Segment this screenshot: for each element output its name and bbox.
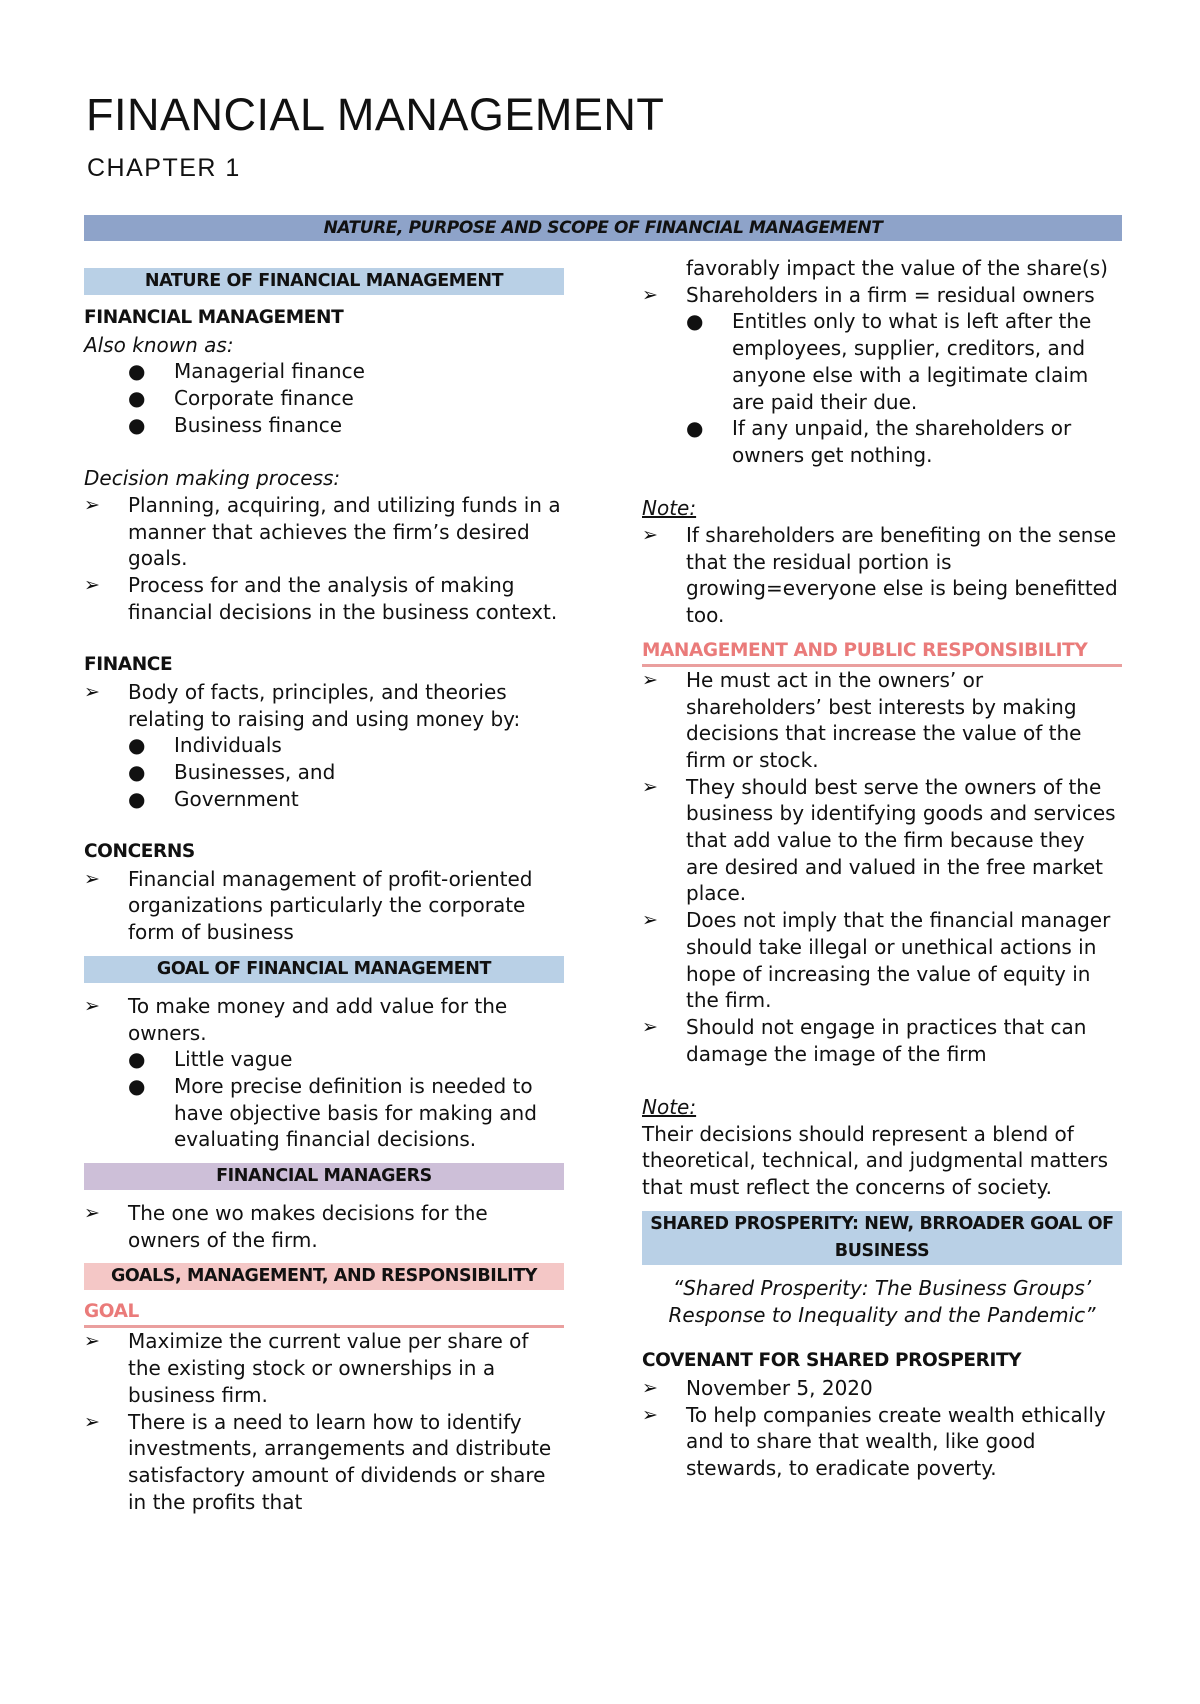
arrow-icon: ➢ <box>84 867 100 890</box>
arrow-icon: ➢ <box>642 283 658 306</box>
bullet-icon: ● <box>128 386 146 411</box>
aka-label: Also known as: <box>84 332 234 357</box>
list-item: ➢ Does not imply that the financial manager should take illegal or unethical actions in hope of increasing the value of equity in the firm. <box>642 908 1111 1013</box>
list-item: ➢ He must act in the owners’ or shareholders’ best interests by making decisions that increase the value of the firm or stock. <box>642 667 1082 772</box>
fm-label: FINANCIAL MANAGEMENT <box>84 307 344 328</box>
gmr-heading: GOALS, MANAGEMENT, AND RESPONSIBILITY <box>84 1263 564 1290</box>
list-item: ➢ There is a need to learn how to identify investments, arrangements and distribute satisfactory amount of dividends or share in the profits that <box>84 1409 552 1514</box>
arrow-icon: ➢ <box>84 994 100 1017</box>
shared-heading: SHARED PROSPERITY: NEW, BRROADER GOAL OF BUSINESS <box>642 1211 1122 1265</box>
arrow-icon: ➢ <box>642 775 658 798</box>
arrow-icon: ➢ <box>642 909 658 932</box>
chapter-label: CHAPTER 1 <box>87 154 241 182</box>
covenant-label: COVENANT FOR SHARED PROSPERITY <box>642 1350 1022 1372</box>
bullet-icon: ● <box>128 786 146 811</box>
concerns-label: CONCERNS <box>84 841 195 863</box>
arrow-icon: ➢ <box>642 668 658 691</box>
left-column <box>84 268 564 1515</box>
bullet-icon: ● <box>128 412 146 437</box>
list-item: ● Little vague <box>128 1047 293 1072</box>
note-label: Note: <box>642 1095 697 1120</box>
list-item: ● Entitles only to what is left after the employees, supplier, creditors, and anyone else with a legitimate claim are paid their due. <box>686 309 1092 414</box>
list-item: ➢ Process for and the analysis of making financial decisions in the business context. <box>84 573 558 624</box>
bullet-icon: ● <box>128 733 146 758</box>
note-label: Note: <box>642 496 697 521</box>
list-item: ● Individuals <box>128 733 282 758</box>
shared-quote: “Shared Prosperity: The Business Groups’ Response to Inequality and the Pandemic” <box>668 1275 1096 1327</box>
arrow-icon: ➢ <box>84 1202 100 1225</box>
arrow-icon: ➢ <box>84 680 100 703</box>
arrow-icon: ➢ <box>642 1403 658 1426</box>
goal-heading: GOAL OF FINANCIAL MANAGEMENT <box>84 956 564 983</box>
list-item: ➢ To make money and add value for the owners. <box>84 993 508 1045</box>
list-item: ● If any unpaid, the shareholders or owners get nothing. <box>686 416 1072 467</box>
managers-heading: FINANCIAL MANAGERS <box>84 1163 564 1190</box>
list-item: ➢ Body of facts, principles, and theories relating to raising and using money by: <box>84 679 521 731</box>
list-item: ● Business finance <box>128 412 343 437</box>
section-banner: NATURE, PURPOSE AND SCOPE OF FINANCIAL MANAGEMENT <box>84 215 1122 241</box>
list-item: ➢ Maximize the current value per share of the existing stock or ownerships in a business firm. <box>84 1329 529 1407</box>
bullet-icon: ● <box>686 416 704 441</box>
list-item: ● Businesses, and <box>128 759 336 784</box>
finance-label: FINANCE <box>84 654 173 676</box>
arrow-icon: ➢ <box>84 1330 100 1353</box>
bullet-icon: ● <box>128 759 146 784</box>
note-text: Their decisions should represent a blend of theoretical, technical, and judgmental matters that must reflect the concerns of society. <box>642 1121 1109 1200</box>
list-item: ➢ To help companies create wealth ethically and to share that wealth, like good stewards, to eradicate poverty. <box>642 1402 1106 1481</box>
goal-subheading: GOAL <box>84 1300 564 1328</box>
arrow-icon: ➢ <box>642 1376 658 1399</box>
right-column <box>642 255 1122 1482</box>
list-item: ➢ Planning, acquiring, and utilizing funds in a manner that achieves the firm’s desired goals. <box>84 492 561 571</box>
list-item: ➢ Should not engage in practices that can damage the image of the firm <box>642 1014 1087 1066</box>
arrow-icon: ➢ <box>84 493 100 516</box>
bullet-icon: ● <box>128 359 146 384</box>
list-item: ➢ Shareholders in a firm = residual owners <box>642 282 1095 307</box>
list-item: ➢ If shareholders are benefiting on the sense that the residual portion is growing=everyone else is being benefitted too. <box>642 523 1118 628</box>
bullet-icon: ● <box>128 1073 146 1098</box>
list-item: ➢ They should best serve the owners of the business by identifying goods and services that add value to the firm because they are desired and valued in the free market place. <box>642 774 1116 906</box>
arrow-icon: ➢ <box>642 1015 658 1038</box>
list-item: ● Government <box>128 786 299 811</box>
arrow-icon: ➢ <box>84 574 100 597</box>
list-item: ● Managerial finance <box>128 359 365 384</box>
bullet-icon: ● <box>128 1047 146 1072</box>
decision-label: Decision making process: <box>84 466 341 491</box>
list-item: ● Corporate finance <box>128 386 354 411</box>
continuation-text: favorably impact the value of the share(s) <box>686 256 1108 280</box>
mpr-heading: MANAGEMENT AND PUBLIC RESPONSIBILITY <box>642 639 1122 667</box>
document-title: FINANCIAL MANAGEMENT <box>86 89 665 140</box>
bullet-icon: ● <box>686 309 704 334</box>
nature-heading: NATURE OF FINANCIAL MANAGEMENT <box>84 268 564 295</box>
list-item: ● More precise definition is needed to have objective basis for making and evaluating financial decisions. <box>128 1073 537 1152</box>
arrow-icon: ➢ <box>642 524 658 547</box>
list-item: ➢ The one wo makes decisions for the owners of the firm. <box>84 1201 488 1252</box>
list-item: ➢ November 5, 2020 <box>642 1375 873 1400</box>
arrow-icon: ➢ <box>84 1410 100 1433</box>
list-item: ➢ Financial management of profit-oriented organizations particularly the corporate form of business <box>84 866 533 945</box>
